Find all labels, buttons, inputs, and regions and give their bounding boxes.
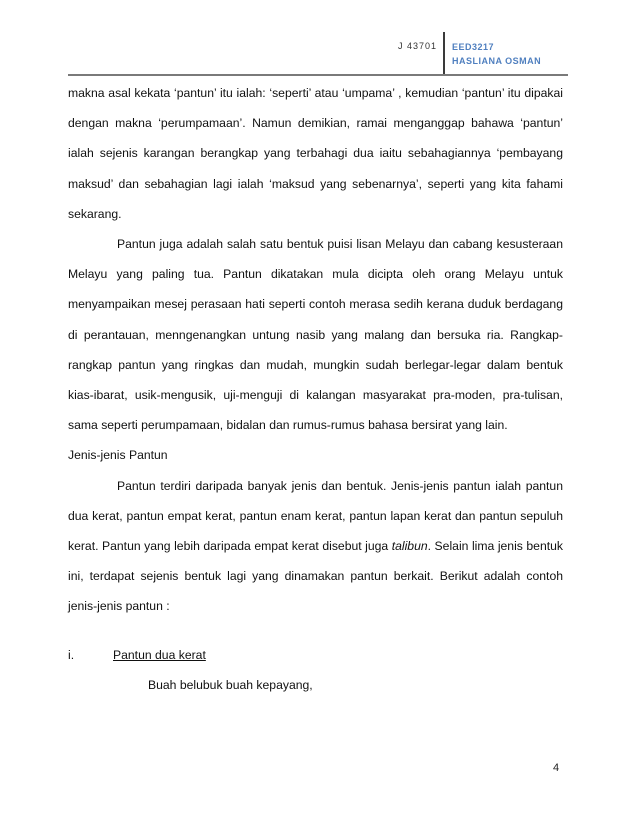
- paragraph-3: [68, 471, 563, 622]
- header-author: HASLIANA OSMAN: [452, 56, 542, 66]
- document-body: [68, 78, 563, 700]
- header-course-block: [452, 40, 541, 68]
- list-item-number: i.: [68, 647, 75, 662]
- paragraph-1: makna asal kekata ‘pantun’ itu ialah: ‘seperti’ atau ‘umpama’ , kemudian ‘pantun’ itu dipakai dengan makna ‘perumpamaan’. Namun demikian, ramai menganggap bahawa ‘pantun’ ialah sejenis karangan berangkap yang terbahagi dua iaitu sebahagiannya ‘pembayang maksud’ dan sebahagian lagi ialah ‘maksud yang sebenarnya’, seperti yang kita fahami sekarang.: [68, 86, 563, 221]
- paragraph-3-italic-term: talibun: [391, 539, 428, 554]
- section-heading: Jenis-jenis Pantun: [68, 448, 168, 463]
- page-header: [0, 14, 638, 74]
- list-item-title: Pantun dua kerat: [113, 647, 206, 662]
- header-rule: [68, 74, 568, 76]
- header-code: J 43701: [397, 41, 437, 51]
- page-number: 4: [553, 762, 560, 774]
- verse-line: Buah belubuk buah kepayang,: [148, 677, 313, 692]
- paragraph-2: Pantun juga adalah salah satu bentuk puisi lisan Melayu dan cabang kesusteraan Melayu yang paling tua. Pantun dikatakan mula dicipta oleh orang Melayu untuk menyampaikan mesej perasaan hati seperti contoh merasa sedih kerana duduk berdagang di perantauan, menngenangkan untung nasib yang malang dan bersuka ria. Rangkap-rangkap pantun yang ringkas dan mudah, mungkin sudah berlegar-legar dalam bentuk kias-ibarat, usik-mengusik, uji-menguji di kalangan masyarakat pra-moden, pra-tulisan, sama seperti perumpamaan, bidalan dan rumus-rumus bahasa bersirat yang lain.: [68, 237, 563, 433]
- paragraph-3-text-after: . Selain lima jenis bentuk ini, terdapat sejenis bentuk lagi yang dinamakan pantun berkait. Berikut adalah contoh jenis-jenis pantun :: [68, 539, 563, 614]
- list-item: [68, 640, 563, 670]
- paragraph-3-text-before: Pantun terdiri daripada banyak jenis dan bentuk. Jenis-jenis pantun ialah pantun dua kerat, pantun empat kerat, pantun enam kerat, pantun lapan kerat dan pantun sepuluh kerat. Pantun yang lebih daripada empat kerat disebut juga: [68, 478, 563, 554]
- header-course: EED3217: [452, 42, 495, 52]
- header-divider: [443, 32, 445, 74]
